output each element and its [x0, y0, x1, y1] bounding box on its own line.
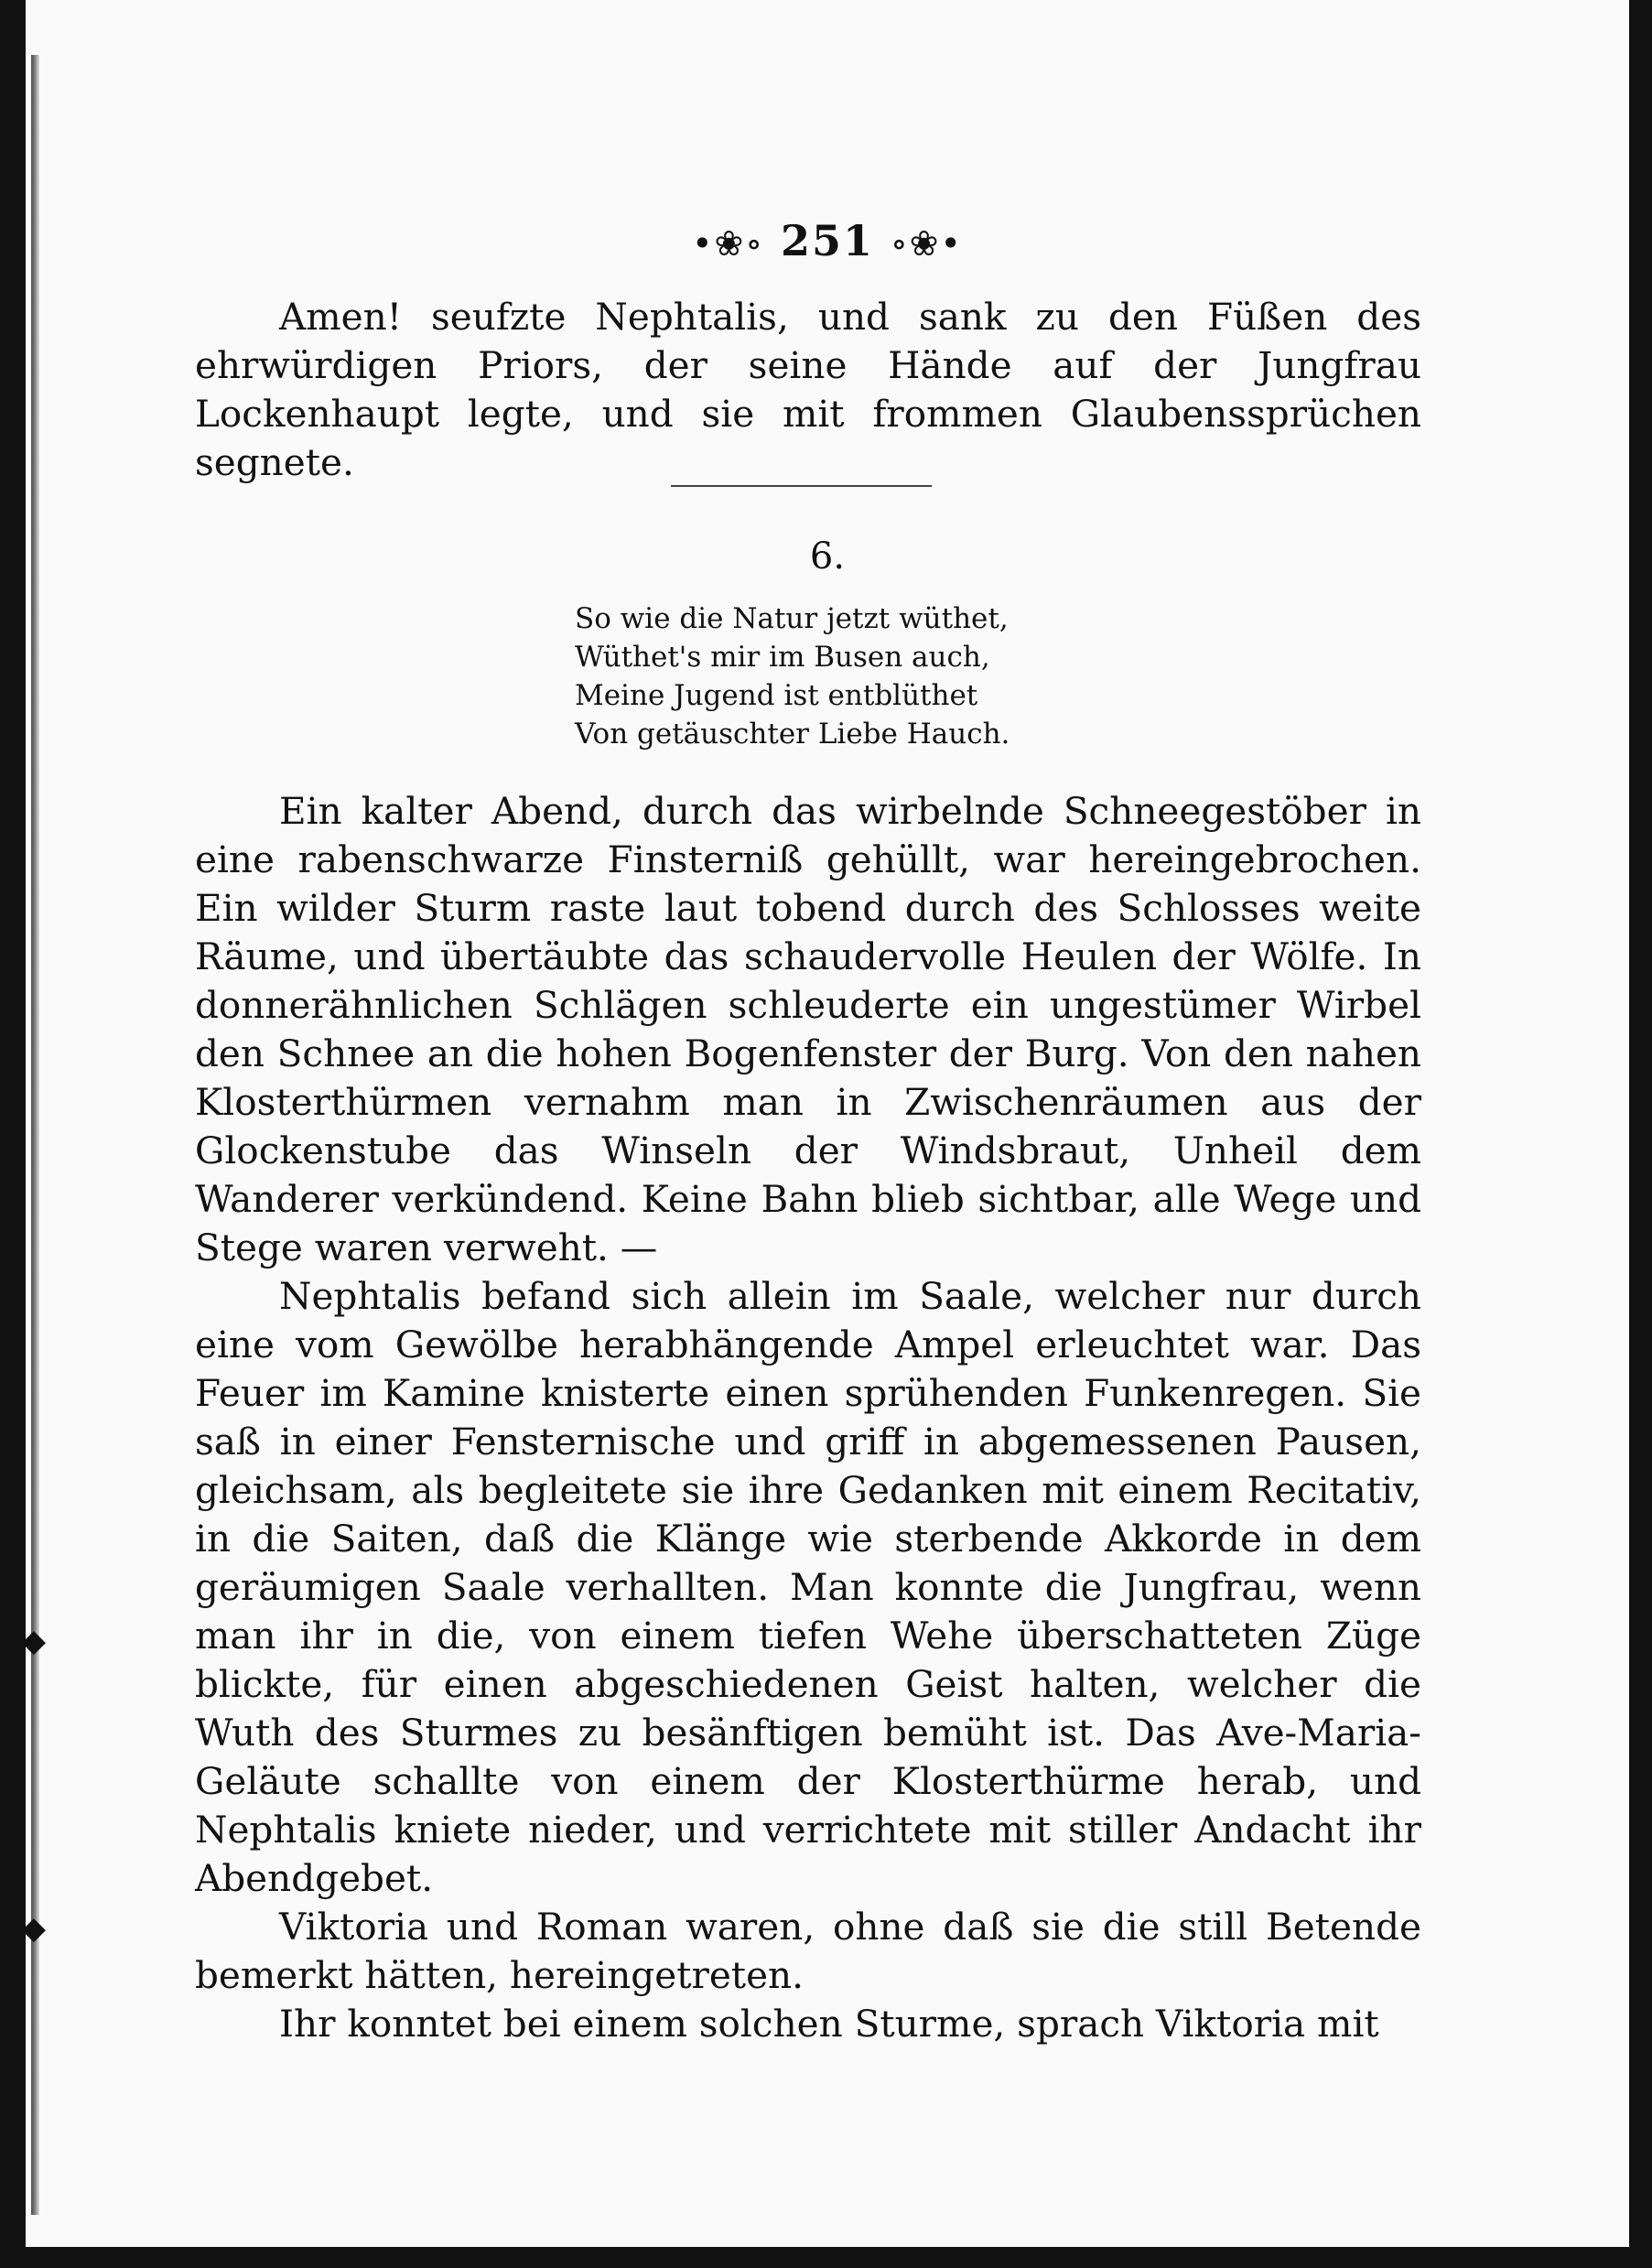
- verse-line: So wie die Natur jetzt wüthet,: [575, 602, 1009, 635]
- verse-line: Von getäuschter Liebe Hauch.: [575, 718, 1010, 751]
- page-number: 251: [780, 216, 875, 265]
- header-ornament-right: ∘❀•: [891, 223, 963, 264]
- body-paragraph: Ihr konntet bei einem solchen Sturme, sprach Viktoria mit: [279, 2002, 1379, 2046]
- header-ornament-left: •❀∘: [692, 223, 764, 264]
- epigraph-verse: [575, 599, 1142, 753]
- paragraph-amen: Amen! seufzte Nephtalis, und sank zu den Füßen des ehrwürdigen Priors, der seine Hände auf der Jungfrau Lockenhaupt legte, und sie mit frommen Glaubenssprüchen segnete.: [195, 295, 1421, 484]
- body-paragraph: Viktoria und Roman waren, ohne daß sie die still Betende bemerkt hätten, hereingetreten.: [195, 1905, 1421, 1997]
- book-page: [21, 0, 1629, 2247]
- page-header: [26, 216, 1629, 265]
- binding-gutter: [31, 55, 39, 2215]
- chapter-body: [195, 787, 1421, 2048]
- closing-paragraph-section: [195, 293, 1421, 487]
- body-paragraph: Ein kalter Abend, durch das wirbelnde Schneegestöber in eine rabenschwarze Finsterniß gehüllt, war hereingebrochen. Ein wilder Sturm raste laut tobend durch des Schlosses weite Räume, und übertäubte das schaudervolle Heulen der Wölfe. In donnerähnlichen Schlägen schleuderte ein ungestümer Wirbel den Schnee an die hohen Bogenfenster der Burg. Von den nahen Klosterthürmen vernahm man in Zwischenräumen aus der Glockenstube das Winseln der Windsbraut, Unheil dem Wanderer verkündend. Keine Bahn blieb sichtbar, alle Wege und Stege waren verweht. —: [195, 789, 1421, 1269]
- gutter-diamond-marker: ◆: [21, 1910, 47, 1947]
- gutter-diamond-marker: ◆: [21, 1623, 47, 1659]
- body-paragraph: Nephtalis befand sich allein im Saale, welcher nur durch eine vom Gewölbe herabhängende Ampel erleuchtet war. Das Feuer im Kamine knisterte einen sprühenden Funkenregen. Sie saß in einer Fensternische und griff in abgemessenen Pausen, gleichsam, als begleitete sie ihre Gedanken mit einem Recitativ, in die Saiten, daß die Klänge wie sterbende Akkorde in dem geräumigen Saale verhallten. Man konnte die Jungfrau, wenn man ihr in die, von einem tiefen Wehe überschatteten Züge blickte, für einen abgeschiedenen Geist halten, welcher die Wuth des Sturmes zu besänftigen bemüht ist. Das Ave-Maria-Geläute schallte von einem der Klosterthürme herab, und Nephtalis kniete nieder, und verrichtete mit stiller Andacht ihr Abendgebet.: [195, 1274, 1421, 1900]
- section-divider: [671, 485, 932, 487]
- verse-line: Wüthet's mir im Busen auch,: [575, 641, 990, 674]
- verse-line: Meine Jugend ist entblüthet: [575, 679, 978, 712]
- chapter-number: 6.: [809, 535, 846, 578]
